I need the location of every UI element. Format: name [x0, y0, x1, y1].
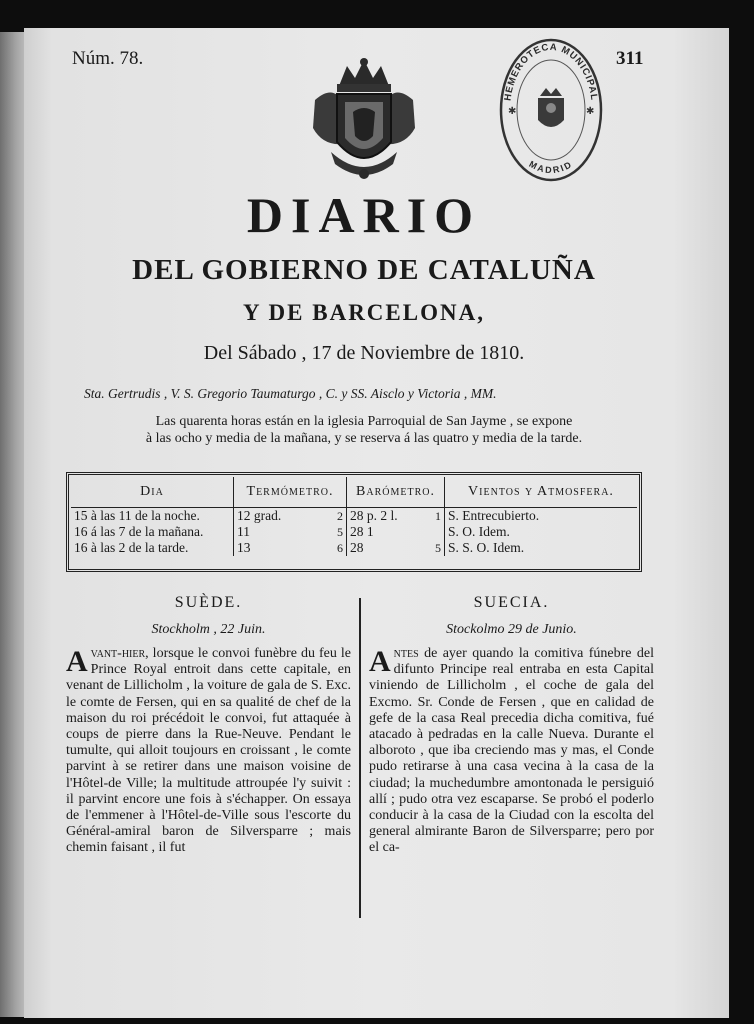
library-stamp	[496, 36, 606, 184]
newspaper-title: DIARIO	[246, 187, 482, 243]
page-folio: 311	[616, 48, 644, 69]
cell-termometro: 12 grad. 2	[234, 508, 347, 525]
stamp-text-top: HEMEROTECA MUNICIPAL	[502, 41, 600, 102]
header-termometro: Termómetro.	[234, 477, 347, 508]
header-dia: Dia	[71, 477, 234, 508]
article-body-es	[369, 646, 654, 857]
table-row	[71, 540, 637, 556]
cell-vientos: S. O. Idem.	[448, 524, 510, 539]
french-article	[66, 594, 351, 857]
table-row	[71, 508, 637, 525]
cell-barometro: 28 1	[347, 524, 445, 540]
cell-barometro: 28 5	[347, 540, 445, 556]
svg-text:✱: ✱	[508, 106, 517, 117]
lead-word-fr: vant-hier	[90, 646, 146, 661]
issue-number: Núm. 78.	[72, 48, 144, 69]
newspaper-subtitle-city: Y DE BARCELONA,	[243, 300, 485, 325]
cell-termometro: 11 5	[234, 524, 347, 540]
article-country-es: SUECIA.	[473, 594, 550, 611]
cell-dia: 16 á las 7 de la mañana.	[71, 524, 234, 540]
spanish-article	[369, 594, 654, 857]
cell-dia: 15 à las 11 de la noche.	[71, 508, 234, 525]
coat-of-arms-icon	[303, 56, 425, 184]
newspaper-page	[24, 28, 729, 1018]
forty-hours-notice	[84, 413, 644, 447]
lead-word-es: ntes	[393, 646, 419, 661]
article-country-fr: SUÈDE.	[174, 594, 243, 611]
article-dateline-es: Stockolmo 29 de Junio.	[446, 622, 577, 637]
cell-termometro: 13 6	[234, 540, 347, 556]
drop-cap-fr: A	[66, 645, 88, 678]
column-divider	[359, 598, 361, 918]
newspaper-subtitle: DEL GOBIERNO DE CATALUÑA	[132, 254, 596, 286]
header-vientos: Vientos y Atmosfera.	[445, 477, 638, 508]
article-dateline-fr: Stockholm , 22 Juin.	[151, 622, 266, 637]
table-row	[71, 524, 637, 540]
saints-of-day: Sta. Gertrudis , V. S. Gregorio Taumaturgo , C. y SS. Aisclo y Victoria , MM.	[84, 386, 497, 401]
drop-cap-es: A	[369, 645, 391, 678]
weather-table-header	[71, 477, 637, 508]
article-text-fr: , lorsque le convoi funèbre du feu le Prince Royal entroit dans cette capitale, en venant de Lillicholm , la voiture de gala de S. Exc. le comte de Fersen, qui en sa qualité de chef de la maison du roi précédoit le convoi, fut attaquée à coups de pierre dans la Rue-Neuve. Pendant le tumulte, qui alloit toujours en croissant , le comte parvint à se retirer dans une maison voisine de l'Hôtel-de Ville; la multitude attroupée l'y suivit : il parvint encore une fois à s'échapper. On essaya de l'emmener à l'Hôtel-de-Ville sous l'escorte du Général-amiral baron de Silversparre ; mais chemin faisant , il fut	[66, 646, 351, 856]
article-body-fr	[66, 646, 351, 857]
svg-text:MADRID	[527, 159, 574, 175]
cell-barometro: 28 p. 2 l. 1	[347, 508, 445, 525]
svg-text:HEMEROTECA MUNICIPAL	[502, 42, 599, 102]
stamp-text-bottom: MADRID	[527, 158, 575, 176]
weather-table	[66, 472, 642, 572]
issue-date: Del Sábado , 17 de Noviembre de 1810.	[203, 342, 525, 364]
cell-vientos: S. S. O. Idem.	[448, 540, 525, 555]
previous-page-edge	[0, 32, 27, 1017]
cell-dia: 16 à las 2 de la tarde.	[71, 540, 234, 556]
header-barometro: Barómetro.	[347, 477, 445, 508]
article-text-es: de ayer quando la comitiva fúnebre del difunto Principe real entraba en esta Capital viniendo de Lillicholm , el coche de gala del Excmo. Sr. Conde de Fersen , que en calidad de gefe de la casa Real precedia dicha comitiva, fué atacado à pedradas en la calle Nueva. Durante el alboroto , que iba creciendo mas y mas, el Conde pudo retirarse à una casa vecina à la casa de la ciudad; la muchedumbre amontonada le persiguió allí ; pudo otra vez escaparse. Se probó el poderlo conducir à la casa de la Ciudad con la escolta del general almirante Baron de Silversparre; pero por el ca-	[369, 646, 655, 856]
svg-text:✱: ✱	[586, 106, 595, 117]
notice-line-2: à las ocho y media de la mañana, y se reserva á las quatro y media de la tarde.	[145, 431, 583, 446]
cell-vientos: S. Entrecubierto.	[448, 508, 540, 523]
notice-line-1: Las quarenta horas están en la iglesia Parroquial de San Jayme , se expone	[155, 414, 573, 429]
